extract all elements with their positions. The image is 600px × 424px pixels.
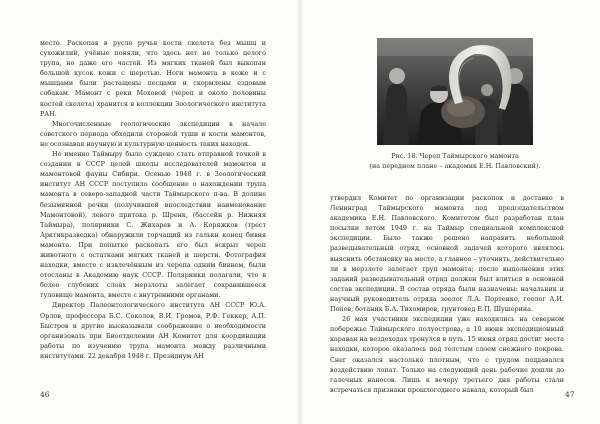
paragraph: утвердил Комитет по организации раскопок и доставке в Ленинград Таймырского мамонта под председательством академика Е.Н. Павловского. Комитетом был разработан план посылки летом 1949 г. на Таймыр специальной комплексной экспедиции. Было также решено направить небольшой разведывательный отряд, основной задачей которого являлось выяснить обстановку на месте, а главное – уточнить, действительно ли в мерзлоте залегает труп мамонта; после выполнения этих заданий разведывательный отряд должен был влиться в основной состав экспедиции. В состав отряда были назначены: начальник и научный руководитель отряда зоолог Л.А. Портенко, геолог А.И. Попов, ботаник Б.А. Тихомиров, грунтовед Е.П. Шушерина. — [330, 194, 564, 314]
photo-caption — [342, 151, 568, 171]
left-page-text — [40, 38, 266, 361]
photo-illustration — [377, 38, 533, 145]
caption-line: Рис. 18. Череп Таймырского мамонта — [391, 152, 519, 160]
caption-line: (на переднем плане – академик Е.Н. Павловский). — [369, 162, 541, 170]
right-page-text — [330, 193, 564, 395]
paragraph: 26 мая участники экспедиции уже находились на северном побережье Таймырского полуострова, а 10 июня экспедиционный караван на вездеходах тронулся в путь. 15 июня отряд достиг места находки, которое оказалось под толстым слоем снежного покрова. Снег оказался настолько плотным, что с трудом поддавался воздействию лопат. Только на следующий день рабочие дошли до галечных наносов. Лишь к вечеру третьего дня работы стали встречаться признаки прошлогоднего навала, который был — [330, 315, 564, 394]
mammoth-skull-photo — [377, 38, 533, 145]
page-number: 47 — [565, 390, 575, 399]
right-page — [302, 0, 600, 424]
paragraph: Многочисленные геологические экспедиции в начале советского периода обходили стороной туши и кости мамонтов, не осознавая научную и культурную ценность таких находок. — [40, 119, 266, 148]
paragraph: Но именно Таймыру было суждено стать отправной точкой в создании в СССР целой школы исследователей мамонтов и мамонтовой фауны Сибири. Осенью 1948 г. в Зоологический институт АН СССР поступило сообщение о нахождении трупа мамонта в северо-западной части Таймырского п-ва. В долине безымянной речки (получившей впоследствии наименование Мамонтовой), левого притока р. Шренк, (бассейн р. Нижняя Таймыра), полярники С. Жихарев и А. Коряжков (трест Арктикразведка) обнаружили торчащий из галькн конец бивня мамонта. При попытке раскопать его был вскрыт череп животного с остатками мягких тканей и шерсти. Фотография находки, вместе с извлечённым из черепа одним бивнем, были отосланы в Академию наук СССР. Полярники полагали, что в более глубоких слоях мерзлоты залегает сохранившееся туловище мамонта, вместе с внутренними органами. — [40, 150, 266, 300]
paragraph: место. Раскопав в русле ручья кости скелета без мышц и сухожилий, учёные поняли, что здесь нет не только целого трупа, но даже его частей. Из мягких тканей был выкопан большой кусок кожи с шерстью. Ноги мамонта в коже и с мышцами были растащены песцами и скормлены ездовым собакам. Мамонт с реки Моховой (череп и около половины костей скелета) хранится в коллекции Зоологического института РАН. — [40, 39, 266, 118]
left-page — [0, 0, 298, 424]
paragraph: Директор Палеонтологического института АН СССР Ю.А. Орлов, профессора Б.С. Соколов, В.И. Громов, Р.Ф. Геккер, А.П. Быстров и другие высказывали соображение о необходимости организовать при Биоотделении АН Комитет для координации работы по изучению трупа мамонта между различными институтами. 22 декабря 1948 г. Президиум АН — [40, 301, 266, 360]
page-number: 46 — [40, 390, 50, 399]
